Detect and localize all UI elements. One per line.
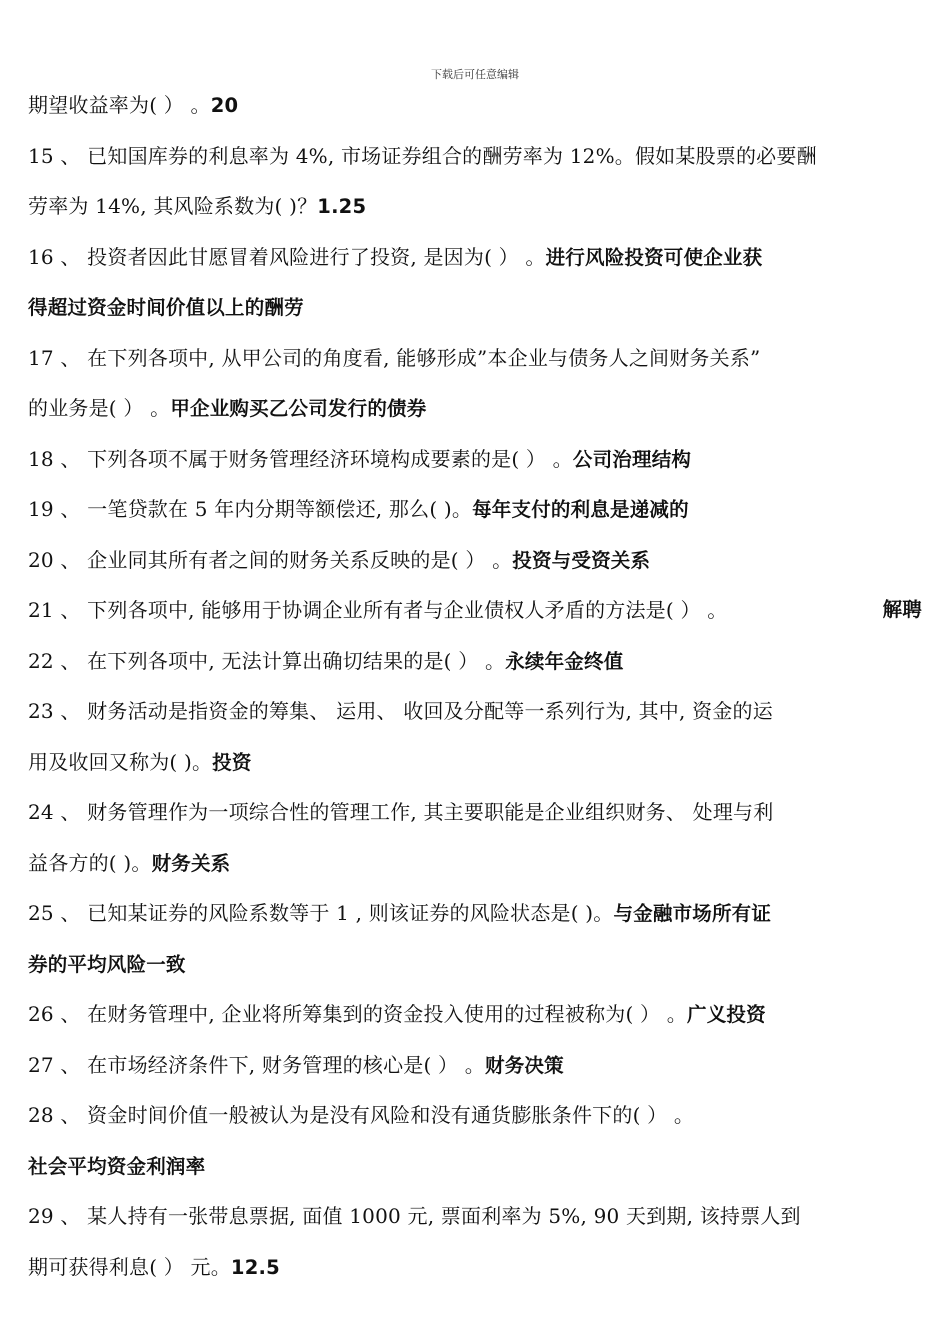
text-line xyxy=(28,838,922,889)
answer-text: 财务关系 xyxy=(151,851,231,875)
answer-text: 券的平均风险一致 xyxy=(28,952,186,976)
text-line xyxy=(28,232,922,283)
question-text: 19 、 一笔贷款在 5 年内分期等额偿还, 那么( )。 xyxy=(28,497,473,521)
answer-text: 12.5 xyxy=(230,1255,280,1279)
answer-text: 社会平均资金利润率 xyxy=(28,1154,206,1178)
text-line xyxy=(28,181,922,232)
text-line xyxy=(28,484,922,535)
question-list xyxy=(28,80,922,1292)
answer-text: 公司治理结构 xyxy=(572,447,692,471)
text-line xyxy=(28,636,922,687)
answer-text: 广义投资 xyxy=(687,1003,766,1026)
answer-text: 投资与受资关系 xyxy=(512,548,651,572)
question-text: 15 、 已知国库券的利息率为 4%, 市场证券组合的酬劳率为 12%。假如某股票的必要酬 xyxy=(28,143,817,168)
question-text: 29 、 某人持有一张带息票据, 面值 1000 元, 票面利率为 5%, 90 天到期, 该持票人到 xyxy=(28,1204,801,1228)
text-line xyxy=(28,888,922,939)
text-line xyxy=(28,1191,922,1242)
question-text: 24 、 财务管理作为一项综合性的管理工作, 其主要职能是企业组织财务、 处理与利 xyxy=(28,800,774,824)
answer-text: 1.25 xyxy=(317,195,367,218)
text-line xyxy=(28,131,922,182)
text-line xyxy=(28,737,922,788)
text-line xyxy=(28,383,922,434)
text-line xyxy=(28,1242,922,1293)
question-text: 17 、 在下列各项中, 从甲公司的角度看, 能够形成”本企业与债务人之间财务关系” xyxy=(28,345,761,370)
question-text: 23 、 财务活动是指资金的筹集、 运用、 收回及分配等一系列行为, 其中, 资金的运 xyxy=(28,699,773,723)
text-line xyxy=(28,1141,922,1192)
text-line xyxy=(28,989,922,1040)
answer-text: 得超过资金时间价值以上的酬劳 xyxy=(28,296,304,319)
answer-text: 每年支付的利息是递减的 xyxy=(472,498,689,521)
question-text: 27 、 在市场经济条件下, 财务管理的核心是( ） 。 xyxy=(28,1052,485,1077)
question-text: 18 、 下列各项不属于财务管理经济环境构成要素的是( ） 。 xyxy=(28,446,573,471)
text-line xyxy=(28,585,922,636)
answer-text: 投资 xyxy=(212,750,252,774)
text-line xyxy=(28,787,922,838)
text-line xyxy=(28,434,922,485)
question-text: 26 、 在财务管理中, 企业将所筹集到的资金投入使用的过程被称为( ） 。 xyxy=(28,1002,687,1026)
question-text: 28 、 资金时间价值一般被认为是没有风险和没有通货膨胀条件下的( ） 。 xyxy=(28,1103,695,1127)
text-line xyxy=(28,333,922,384)
answer-text: 与金融市场所有证 xyxy=(613,902,772,925)
answer-text: 进行风险投资可使企业获 xyxy=(545,245,763,269)
question-text: 20 、 企业同其所有者之间的财务关系反映的是( ） 。 xyxy=(28,547,513,572)
question-text: 的业务是( ） 。 xyxy=(28,396,171,420)
answer-text: 20 xyxy=(210,94,239,117)
answer-text: 永续年金终值 xyxy=(505,649,624,673)
question-text: 期可获得利息( ） 元。 xyxy=(28,1254,231,1279)
question-text: 用及收回又称为( )。 xyxy=(28,749,213,774)
question-text: 益各方的( )。 xyxy=(28,850,152,875)
page-header: 下载后可任意编辑 xyxy=(431,68,519,81)
text-line xyxy=(28,1040,922,1091)
answer-text: 财务决策 xyxy=(485,1053,564,1077)
text-line xyxy=(28,939,922,990)
text-line xyxy=(28,282,922,333)
question-text: 25 、 已知某证券的风险系数等于 1 , 则该证券的风险状态是( )。 xyxy=(28,901,614,925)
text-line xyxy=(28,535,922,586)
question-text: 劳率为 14%, 其风险系数为( )？ xyxy=(28,194,318,218)
question-text: 22 、 在下列各项中, 无法计算出确切结果的是( ） 。 xyxy=(28,648,506,673)
question-text: 16 、 投资者因此甘愿冒着风险进行了投资, 是因为( ） 。 xyxy=(28,244,546,269)
question-text: 期望收益率为( ） 。 xyxy=(28,93,211,117)
answer-text: 解聘 xyxy=(882,598,922,621)
answer-text: 甲企业购买乙公司发行的债券 xyxy=(170,397,427,420)
text-line xyxy=(28,686,922,737)
question-text: 21 、 下列各项中, 能够用于协调企业所有者与企业债权人矛盾的方法是( ） 。 xyxy=(28,598,728,622)
text-line xyxy=(28,80,922,131)
text-line xyxy=(28,1090,922,1141)
